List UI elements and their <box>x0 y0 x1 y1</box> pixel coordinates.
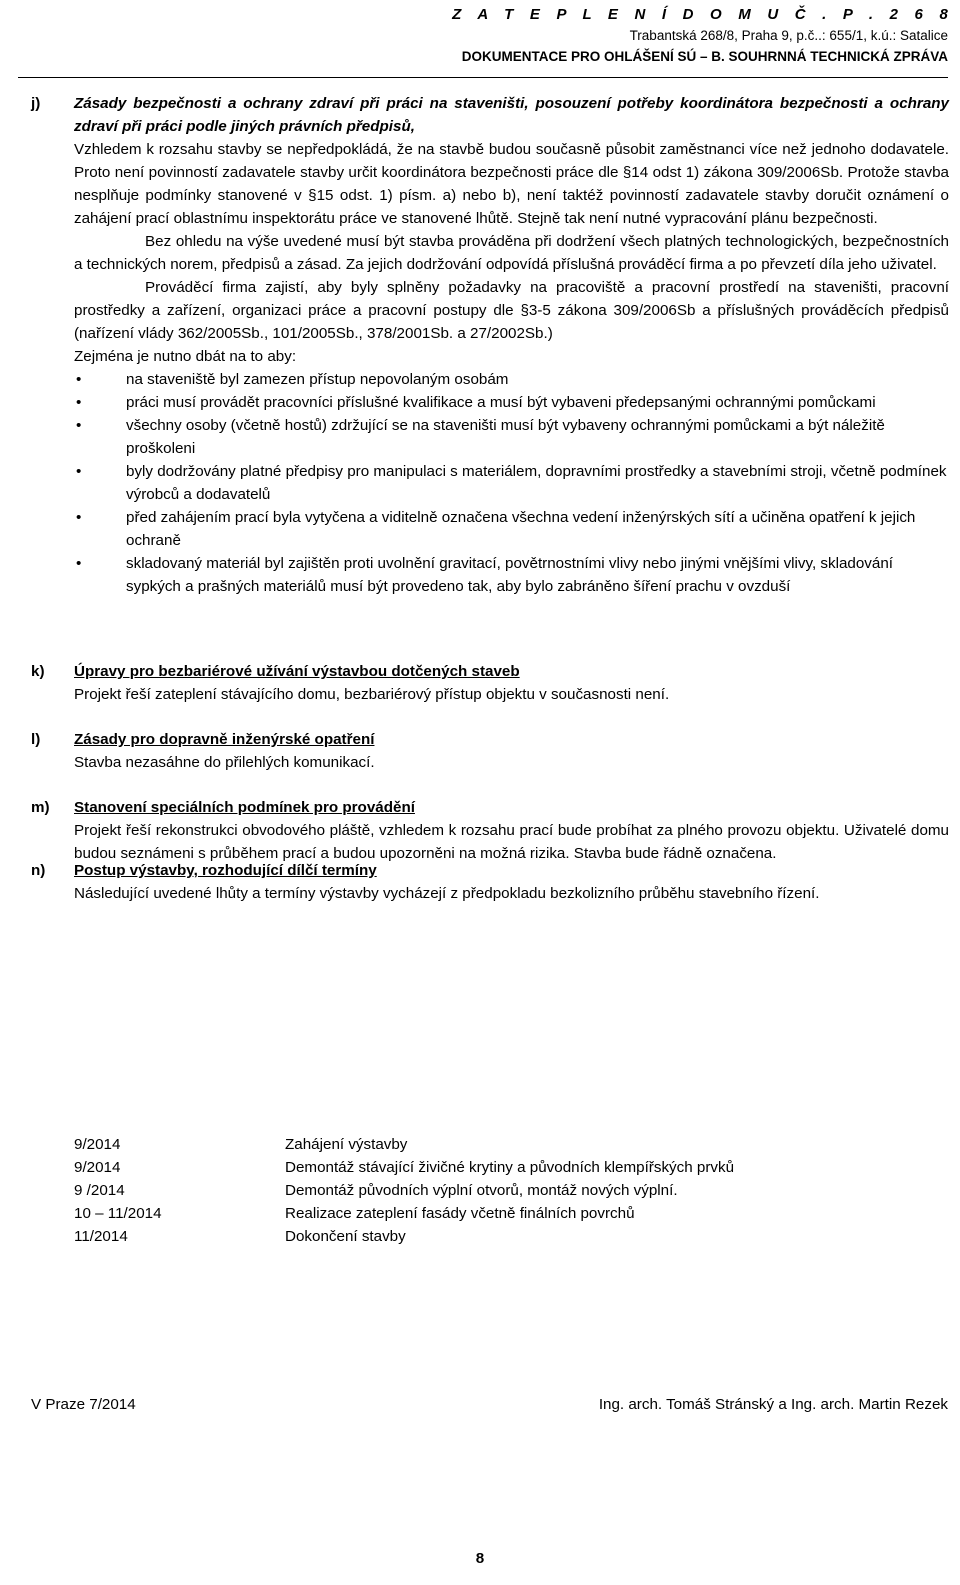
bullet-icon: • <box>76 509 82 526</box>
list-item <box>74 552 949 598</box>
schedule-task: Demontáž původních výplní otvorů, montáž nových výplní. <box>285 1182 678 1199</box>
schedule-task: Zahájení výstavby <box>285 1136 408 1153</box>
bullet-list <box>74 368 949 598</box>
section-n <box>31 859 949 905</box>
schedule-date: 11/2014 <box>74 1228 128 1245</box>
paragraph: Zejména je nutno dbát na to aby: <box>74 348 297 365</box>
list-item-text: skladovaný materiál byl zajištěn proti uvolnění gravitací, povětrnostními vlivy nebo jinými vnějšími vlivy, skladování sypkých a prašných materiálů musí být provedeno tak, aby bylo zabráněno šíření prachu v ovzduší <box>126 555 894 595</box>
section-j <box>31 92 949 598</box>
schedule-task: Dokončení stavby <box>285 1228 406 1245</box>
section-title: Stanovení speciálních podmínek pro provádění <box>74 799 415 816</box>
section-m <box>31 796 949 865</box>
paragraph: Projekt řeší zateplení stávajícího domu, bezbariérový přístup objektu v současnosti není. <box>74 686 670 703</box>
table-row <box>74 1179 734 1202</box>
place-date: V Praze 7/2014 <box>31 1396 136 1413</box>
page-number: 8 <box>475 1550 485 1567</box>
paragraph: Stavba nezasáhne do přilehlých komunikací. <box>74 754 375 771</box>
list-item-text: práci musí provádět pracovníci příslušné kvalifikace a musí být vybaveni předepsanými ochrannými pomůckami <box>126 394 876 411</box>
schedule-date: 9 /2014 <box>74 1182 125 1199</box>
project-address: Trabantská 268/8, Praha 9, p.č..: 655/1, k.ú.: Satalice <box>629 28 948 43</box>
section-letter: k) <box>31 663 45 680</box>
bullet-icon: • <box>76 371 82 388</box>
bullet-icon: • <box>76 417 82 434</box>
paragraph: Prováděcí firma zajistí, aby byly splněny požadavky na pracoviště a pracovní prostředí na staveništi, pracovní prostředky a zařízení, organizaci práce a pracovní postupy dle §3-5 zákona 309/2006Sb a příslušných prováděcích předpisů (nařízení vlády 362/2005Sb., 101/2005Sb., 378/2001Sb. a 27/2002Sb.) <box>74 279 949 342</box>
list-item <box>74 368 949 391</box>
table-row <box>74 1133 734 1156</box>
bullet-icon: • <box>76 463 82 480</box>
list-item <box>74 460 949 506</box>
schedule-table <box>74 1133 734 1248</box>
schedule-date: 10 – 11/2014 <box>74 1205 162 1222</box>
paragraph: Projekt řeší rekonstrukci obvodového pláště, vzhledem k rozsahu prací bude probíhat za plného provozu objektu. Uživatelé domu budou seznámeni s průběhem prací a budou upozorněni na možná rizika. Stavba bude řádně označena. <box>74 822 949 862</box>
paragraph: Vzhledem k rozsahu stavby se nepředpokládá, že na stavbě budou současně působit zaměstnanci více než jednoho dodavatele. Proto není povinností zadavatele stavby určit koordinátora bezpečnosti práce dle §14 odst 1) zákona 309/2006Sb. Protože stavba nesplňuje podmínky stanovené v §15 odst. 1) písm. a) nebo b), není taktéž povinností zadavatele stavby doručit oznámení o zahájení prací oblastnímu inspektorátu práce ve stanovené lhůtě. Stejně tak není nutné vypracování plánu bezpečnosti. <box>74 141 949 227</box>
section-k <box>31 660 949 706</box>
project-title: Z A T E P L E N Í D O M U Č . P . 2 6 8 <box>452 6 954 23</box>
paragraph: Bez ohledu na výše uvedené musí být stavba prováděna při dodržení všech platných technologických, bezpečnostních a technických norem, předpisů a zásad. Za jejich dodržování odpovídá příslušná prováděcí firma a po převzetí díla jeho uživatel. <box>74 233 949 273</box>
paragraph: Následující uvedené lhůty a termíny výstavby vycházejí z předpokladu bezkolizního průběhu stavebního řízení. <box>74 885 820 902</box>
list-item-text: na staveniště byl zamezen přístup nepovolaným osobám <box>126 371 509 388</box>
schedule-date: 9/2014 <box>74 1159 121 1176</box>
header-divider <box>18 77 948 78</box>
page-header <box>452 4 954 67</box>
schedule-task: Demontáž stávající živičné krytiny a původních klempířských prvků <box>285 1159 735 1176</box>
section-title: Zásady pro dopravně inženýrské opatření <box>74 731 375 748</box>
section-letter: j) <box>31 95 41 112</box>
list-item-text: všechny osoby (včetně hostů) zdržující se na staveništi musí být vybaveny ochrannými pomůckami a být náležitě proškoleni <box>126 417 885 457</box>
schedule-date: 9/2014 <box>74 1136 121 1153</box>
section-l <box>31 728 949 774</box>
section-title: Zásady bezpečnosti a ochrany zdraví při práci na staveništi, posouzení potřeby koordinátora bezpečnosti a ochrany zdraví při práci podle jiných právních předpisů, <box>74 95 949 135</box>
document-type: DOKUMENTACE PRO OHLÁŠENÍ SÚ – B. SOUHRNNÁ TECHNICKÁ ZPRÁVA <box>461 49 948 64</box>
list-item <box>74 506 949 552</box>
section-letter: m) <box>31 799 50 816</box>
schedule-task: Realizace zateplení fasády včetně finálních povrchů <box>285 1205 635 1222</box>
section-title: Úpravy pro bezbariérové užívání výstavbou dotčených staveb <box>74 663 520 680</box>
table-row <box>74 1156 734 1179</box>
table-row <box>74 1202 734 1225</box>
bullet-icon: • <box>76 394 82 411</box>
list-item-text: před zahájením prací byla vytyčena a viditelně označena všechna vedení inženýrských sítí a učiněna opatření k jejich ochraně <box>126 509 916 549</box>
list-item <box>74 414 949 460</box>
list-item <box>74 391 949 414</box>
table-row <box>74 1225 734 1248</box>
authors: Ing. arch. Tomáš Stránský a Ing. arch. Martin Rezek <box>598 1396 948 1413</box>
section-letter: n) <box>31 862 46 879</box>
list-item-text: byly dodržovány platné předpisy pro manipulaci s materiálem, dopravními prostředky a stavebními stroji, včetně podmínek výrobců a dodavatelů <box>126 463 947 503</box>
section-letter: l) <box>31 731 41 748</box>
section-title: Postup výstavby, rozhodující dílčí termíny <box>74 862 377 879</box>
bullet-icon: • <box>76 555 82 572</box>
